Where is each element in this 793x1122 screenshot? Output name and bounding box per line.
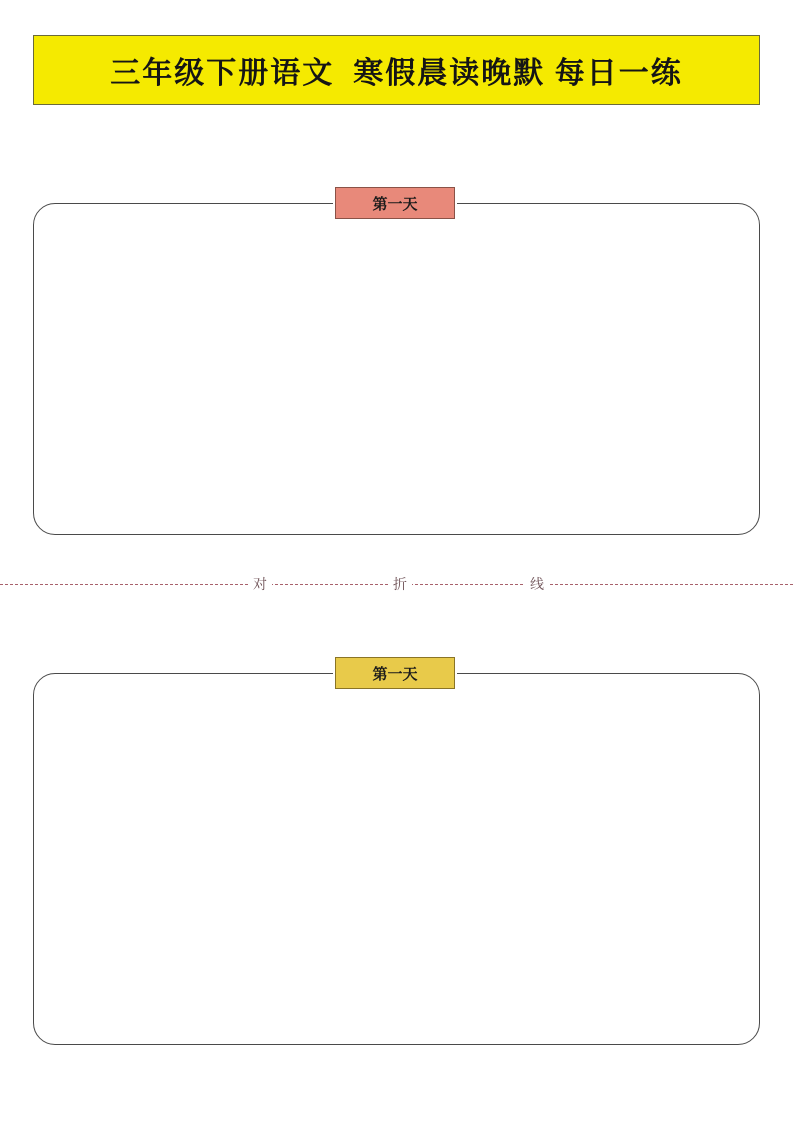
worksheet-panel	[33, 673, 760, 1045]
day-chip-answers	[335, 187, 455, 219]
page-title: 三年级下册语文 寒假晨读晚默 每日一练	[110, 57, 683, 90]
fold-label-2: 折	[388, 574, 412, 594]
day-chip-answers-label: 第一天	[372, 196, 418, 213]
day-chip-worksheet-label: 第一天	[372, 666, 418, 683]
answer-panel	[33, 203, 760, 535]
fold-line	[0, 578, 793, 593]
day-chip-worksheet	[335, 657, 455, 689]
page-title-banner	[33, 35, 760, 105]
fold-label-1: 对	[248, 574, 272, 594]
fold-label-3: 线	[525, 574, 549, 594]
